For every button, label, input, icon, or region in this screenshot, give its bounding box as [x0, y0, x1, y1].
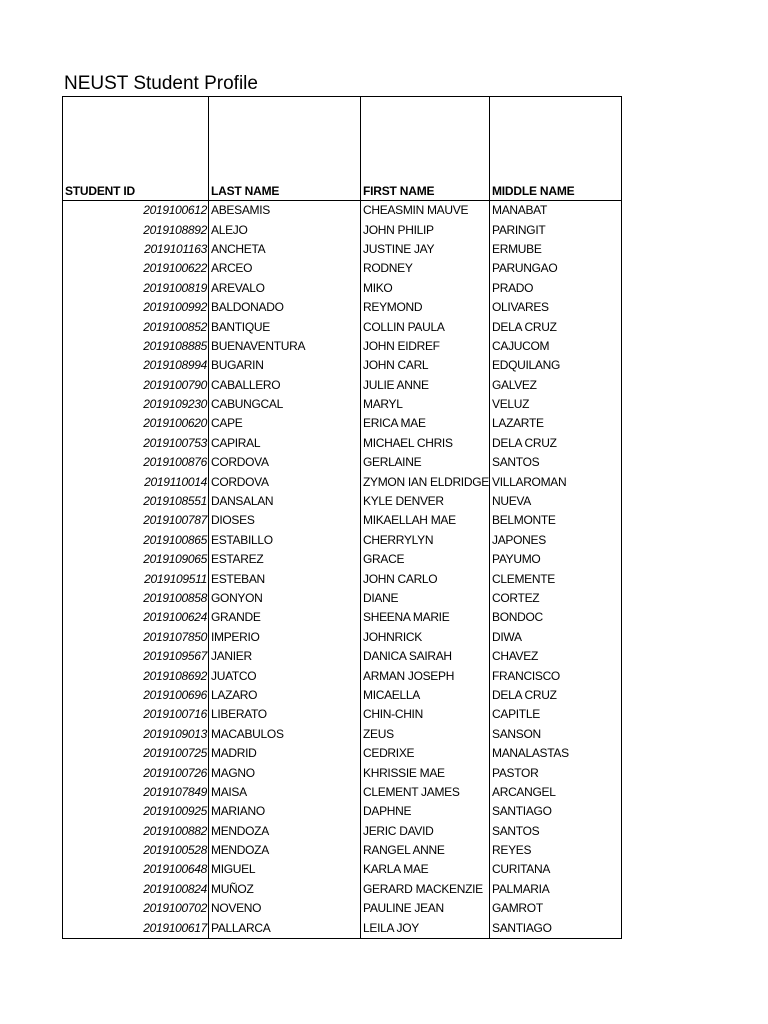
cell-last-name: BUENAVENTURA: [209, 337, 361, 356]
cell-middle-name: CAJUCOM: [490, 337, 622, 356]
cell-last-name: ARCEO: [209, 259, 361, 278]
table-row: [63, 569, 622, 588]
table-row: [63, 589, 622, 608]
table-row: [63, 395, 622, 414]
cell-first-name: SHEENA MARIE: [361, 608, 490, 627]
cell-middle-name: CHAVEZ: [490, 647, 622, 666]
cell-student-id: 2019100824: [63, 880, 209, 899]
table-row: [63, 666, 622, 685]
cell-student-id: 2019109511: [63, 569, 209, 588]
cell-middle-name: ERMUBE: [490, 240, 622, 259]
cell-student-id: 2019110014: [63, 472, 209, 491]
cell-first-name: JOHN PHILIP: [361, 220, 490, 239]
cell-last-name: MAGNO: [209, 763, 361, 782]
table-row: [63, 356, 622, 375]
table-row: [63, 899, 622, 918]
cell-middle-name: SANTOS: [490, 453, 622, 472]
cell-student-id: 2019100612: [63, 201, 209, 221]
table-row: [63, 376, 622, 395]
cell-middle-name: MANALASTAS: [490, 744, 622, 763]
column-header-student-id: STUDENT ID: [63, 97, 209, 201]
table-row: [63, 918, 622, 938]
table-row: [63, 259, 622, 278]
cell-first-name: MARYL: [361, 395, 490, 414]
cell-middle-name: PARUNGAO: [490, 259, 622, 278]
table-row: [63, 511, 622, 530]
cell-first-name: ARMAN JOSEPH: [361, 666, 490, 685]
cell-student-id: 2019100696: [63, 686, 209, 705]
cell-first-name: KYLE DENVER: [361, 492, 490, 511]
cell-first-name: ZEUS: [361, 725, 490, 744]
cell-last-name: DANSALAN: [209, 492, 361, 511]
table-row: [63, 725, 622, 744]
table-row: [63, 434, 622, 453]
cell-middle-name: DELA CRUZ: [490, 317, 622, 336]
cell-first-name: JOHN EIDREF: [361, 337, 490, 356]
cell-middle-name: SANSON: [490, 725, 622, 744]
cell-student-id: 2019100617: [63, 918, 209, 938]
cell-student-id: 2019100725: [63, 744, 209, 763]
cell-first-name: COLLIN PAULA: [361, 317, 490, 336]
cell-student-id: 2019100882: [63, 822, 209, 841]
cell-last-name: CABUNGCAL: [209, 395, 361, 414]
cell-first-name: DAPHNE: [361, 802, 490, 821]
cell-last-name: JUATCO: [209, 666, 361, 685]
cell-last-name: ALEJO: [209, 220, 361, 239]
cell-first-name: JULIE ANNE: [361, 376, 490, 395]
table-row: [63, 608, 622, 627]
cell-last-name: MADRID: [209, 744, 361, 763]
table-row: [63, 802, 622, 821]
cell-first-name: CLEMENT JAMES: [361, 783, 490, 802]
cell-last-name: CORDOVA: [209, 472, 361, 491]
table-row: [63, 705, 622, 724]
cell-student-id: 2019108994: [63, 356, 209, 375]
cell-first-name: RANGEL ANNE: [361, 841, 490, 860]
cell-middle-name: DELA CRUZ: [490, 686, 622, 705]
cell-last-name: ANCHETA: [209, 240, 361, 259]
cell-last-name: ESTEBAN: [209, 569, 361, 588]
cell-middle-name: BONDOC: [490, 608, 622, 627]
cell-last-name: NOVENO: [209, 899, 361, 918]
table-header: [63, 97, 622, 201]
cell-first-name: JOHNRICK: [361, 628, 490, 647]
cell-last-name: BUGARIN: [209, 356, 361, 375]
cell-last-name: MENDOZA: [209, 822, 361, 841]
cell-last-name: MACABULOS: [209, 725, 361, 744]
cell-student-id: 2019108885: [63, 337, 209, 356]
cell-first-name: LEILA JOY: [361, 918, 490, 938]
cell-student-id: 2019108551: [63, 492, 209, 511]
cell-last-name: PALLARCA: [209, 918, 361, 938]
cell-student-id: 2019100528: [63, 841, 209, 860]
cell-last-name: CABALLERO: [209, 376, 361, 395]
table-row: [63, 880, 622, 899]
cell-middle-name: MANABAT: [490, 201, 622, 221]
cell-first-name: CHERRYLYN: [361, 531, 490, 550]
cell-middle-name: PAYUMO: [490, 550, 622, 569]
cell-first-name: CHEASMIN MAUVE: [361, 201, 490, 221]
cell-last-name: GONYON: [209, 589, 361, 608]
cell-middle-name: EDQUILANG: [490, 356, 622, 375]
table-row: [63, 822, 622, 841]
cell-first-name: CEDRIXE: [361, 744, 490, 763]
student-table: [62, 96, 622, 939]
table-row: [63, 472, 622, 491]
cell-middle-name: PARINGIT: [490, 220, 622, 239]
cell-last-name: AREVALO: [209, 279, 361, 298]
cell-middle-name: NUEVA: [490, 492, 622, 511]
cell-first-name: KARLA MAE: [361, 860, 490, 879]
cell-middle-name: BELMONTE: [490, 511, 622, 530]
cell-first-name: KHRISSIE MAE: [361, 763, 490, 782]
cell-student-id: 2019100865: [63, 531, 209, 550]
cell-first-name: GRACE: [361, 550, 490, 569]
table-row: [63, 550, 622, 569]
table-row: [63, 240, 622, 259]
cell-middle-name: LAZARTE: [490, 414, 622, 433]
column-header-first-name: FIRST NAME: [361, 97, 490, 201]
table-row: [63, 783, 622, 802]
cell-student-id: 2019108692: [63, 666, 209, 685]
cell-middle-name: FRANCISCO: [490, 666, 622, 685]
cell-student-id: 2019100819: [63, 279, 209, 298]
cell-student-id: 2019100624: [63, 608, 209, 627]
cell-last-name: MAISA: [209, 783, 361, 802]
table-row: [63, 298, 622, 317]
cell-last-name: LAZARO: [209, 686, 361, 705]
cell-last-name: ABESAMIS: [209, 201, 361, 221]
cell-student-id: 2019100852: [63, 317, 209, 336]
cell-first-name: CHIN-CHIN: [361, 705, 490, 724]
cell-middle-name: CURITANA: [490, 860, 622, 879]
cell-student-id: 2019100876: [63, 453, 209, 472]
cell-student-id: 2019100790: [63, 376, 209, 395]
cell-first-name: MICHAEL CHRIS: [361, 434, 490, 453]
cell-middle-name: PRADO: [490, 279, 622, 298]
cell-first-name: ERICA MAE: [361, 414, 490, 433]
cell-student-id: 2019100858: [63, 589, 209, 608]
cell-student-id: 2019109567: [63, 647, 209, 666]
cell-middle-name: DELA CRUZ: [490, 434, 622, 453]
cell-first-name: JERIC DAVID: [361, 822, 490, 841]
cell-student-id: 2019109230: [63, 395, 209, 414]
cell-first-name: DIANE: [361, 589, 490, 608]
cell-last-name: JANIER: [209, 647, 361, 666]
cell-last-name: BANTIQUE: [209, 317, 361, 336]
table-row: [63, 763, 622, 782]
table-row: [63, 414, 622, 433]
cell-middle-name: VILLAROMAN: [490, 472, 622, 491]
cell-last-name: GRANDE: [209, 608, 361, 627]
cell-middle-name: CAPITLE: [490, 705, 622, 724]
cell-middle-name: GAMROT: [490, 899, 622, 918]
table-row: [63, 744, 622, 763]
cell-student-id: 2019107850: [63, 628, 209, 647]
cell-student-id: 2019100753: [63, 434, 209, 453]
cell-last-name: CAPE: [209, 414, 361, 433]
cell-last-name: DIOSES: [209, 511, 361, 530]
table-row: [63, 279, 622, 298]
cell-student-id: 2019100648: [63, 860, 209, 879]
cell-student-id: 2019100702: [63, 899, 209, 918]
cell-middle-name: OLIVARES: [490, 298, 622, 317]
cell-last-name: CAPIRAL: [209, 434, 361, 453]
table-row: [63, 201, 622, 221]
cell-last-name: LIBERATO: [209, 705, 361, 724]
cell-first-name: MIKAELLAH MAE: [361, 511, 490, 530]
cell-last-name: MARIANO: [209, 802, 361, 821]
cell-first-name: JUSTINE JAY: [361, 240, 490, 259]
cell-student-id: 2019109065: [63, 550, 209, 569]
cell-last-name: MENDOZA: [209, 841, 361, 860]
cell-middle-name: DIWA: [490, 628, 622, 647]
cell-student-id: 2019100726: [63, 763, 209, 782]
cell-middle-name: SANTIAGO: [490, 802, 622, 821]
cell-last-name: CORDOVA: [209, 453, 361, 472]
cell-first-name: JOHN CARLO: [361, 569, 490, 588]
table-row: [63, 647, 622, 666]
cell-last-name: BALDONADO: [209, 298, 361, 317]
table-body: [63, 201, 622, 939]
cell-first-name: GERLAINE: [361, 453, 490, 472]
cell-first-name: RODNEY: [361, 259, 490, 278]
cell-student-id: 2019100716: [63, 705, 209, 724]
table-row: [63, 628, 622, 647]
cell-middle-name: SANTOS: [490, 822, 622, 841]
table-row: [63, 492, 622, 511]
cell-student-id: 2019100620: [63, 414, 209, 433]
cell-middle-name: JAPONES: [490, 531, 622, 550]
table-row: [63, 686, 622, 705]
table-row: [63, 860, 622, 879]
cell-student-id: 2019100925: [63, 802, 209, 821]
header-row: [63, 97, 622, 201]
cell-middle-name: REYES: [490, 841, 622, 860]
cell-middle-name: PALMARIA: [490, 880, 622, 899]
cell-last-name: MIGUEL: [209, 860, 361, 879]
table-row: [63, 220, 622, 239]
cell-student-id: 2019101163: [63, 240, 209, 259]
table-row: [63, 841, 622, 860]
cell-middle-name: SANTIAGO: [490, 918, 622, 938]
cell-student-id: 2019100622: [63, 259, 209, 278]
cell-first-name: GERARD MACKENZIE: [361, 880, 490, 899]
cell-first-name: MICAELLA: [361, 686, 490, 705]
cell-last-name: ESTAREZ: [209, 550, 361, 569]
cell-first-name: PAULINE JEAN: [361, 899, 490, 918]
cell-first-name: JOHN CARL: [361, 356, 490, 375]
cell-first-name: ZYMON IAN ELDRIDGE: [361, 472, 490, 491]
cell-middle-name: CORTEZ: [490, 589, 622, 608]
cell-student-id: 2019107849: [63, 783, 209, 802]
cell-middle-name: GALVEZ: [490, 376, 622, 395]
cell-first-name: MIKO: [361, 279, 490, 298]
table-row: [63, 531, 622, 550]
table-row: [63, 453, 622, 472]
cell-first-name: REYMOND: [361, 298, 490, 317]
cell-first-name: DANICA SAIRAH: [361, 647, 490, 666]
table-row: [63, 337, 622, 356]
cell-middle-name: PASTOR: [490, 763, 622, 782]
cell-student-id: 2019100992: [63, 298, 209, 317]
cell-middle-name: VELUZ: [490, 395, 622, 414]
cell-middle-name: CLEMENTE: [490, 569, 622, 588]
column-header-middle-name: MIDDLE NAME: [490, 97, 622, 201]
cell-last-name: MUÑOZ: [209, 880, 361, 899]
cell-last-name: IMPERIO: [209, 628, 361, 647]
column-header-last-name: LAST NAME: [209, 97, 361, 201]
cell-last-name: ESTABILLO: [209, 531, 361, 550]
cell-student-id: 2019108892: [63, 220, 209, 239]
cell-student-id: 2019109013: [63, 725, 209, 744]
cell-student-id: 2019100787: [63, 511, 209, 530]
table-row: [63, 317, 622, 336]
cell-middle-name: ARCANGEL: [490, 783, 622, 802]
page-title: NEUST Student Profile: [64, 73, 258, 94]
